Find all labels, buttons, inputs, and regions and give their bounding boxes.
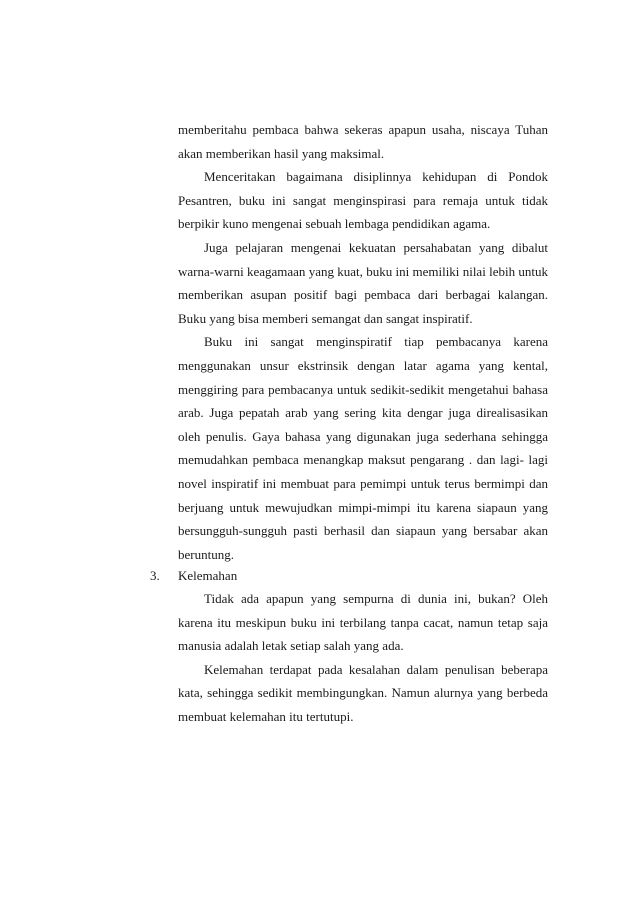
paragraph-pondok-pesantren: Menceritakan bagaimana disiplinnya kehidupan di Pondok Pesantren, buku ini sangat menginspirasi para remaja untuk tidak berpikir kuno mengenai sebuah lembaga pendidikan agama.: [178, 169, 548, 232]
section-title: Kelemahan: [178, 568, 238, 583]
paragraph-persahabatan: Juga pelajaran mengenai kekuatan persahabatan yang dibalut warna-warni keagamaan yang kuat, buku ini memiliki nilai lebih untuk memberikan asupan positif bagi pembaca dari berbagai kalangan. Buku yang bisa memberi semangat dan sangat inspiratif.: [178, 239, 548, 326]
paragraph-kelemahan-intro: Tidak ada apapun yang sempurna di dunia ini, bukan? Oleh karena itu meskipun buku ini terbilang tanpa cacat, namun tetap saja manusia adalah letak setiap salah yang ada.: [178, 591, 548, 654]
section-kelemahan-text: [178, 587, 548, 729]
paragraph-inspiratif: Buku ini sangat menginspiratif tiap pembacanya karena menggunakan unsur ekstrinsik dengan latar agama yang kental, menggiring para pembacanya untuk sedikit-sedikit mengetahui bahasa arab. Juga pepatah arab yang sering kita dengar juga direalisasikan oleh penulis. Gaya bahasa yang digunakan juga sederhana sehingga memudahkan pembaca menangkap maksut pengarang . dan lagi- lagi novel inspiratif ini membuat para pemimpi untuk terus bermimpi dan berjuang untuk mewujudkan mimpi-mimpi itu karena siapaun yang bersungguh-sungguh pasti berhasil dan siapaun yang bersabar akan beruntung.: [178, 334, 548, 562]
paragraph-continuation: memberitahu pembaca bahwa sekeras apapun usaha, niscaya Tuhan akan memberikan hasil yang maksimal.: [178, 122, 548, 161]
section-number: 3.: [150, 568, 160, 583]
body-text: [178, 118, 548, 566]
paragraph-kelemahan-detail: Kelemahan terdapat pada kesalahan dalam penulisan beberapa kata, sehingga sedikit membingungkan. Namun alurnya yang berbeda membuat kelemahan itu tertutupi.: [178, 661, 548, 724]
